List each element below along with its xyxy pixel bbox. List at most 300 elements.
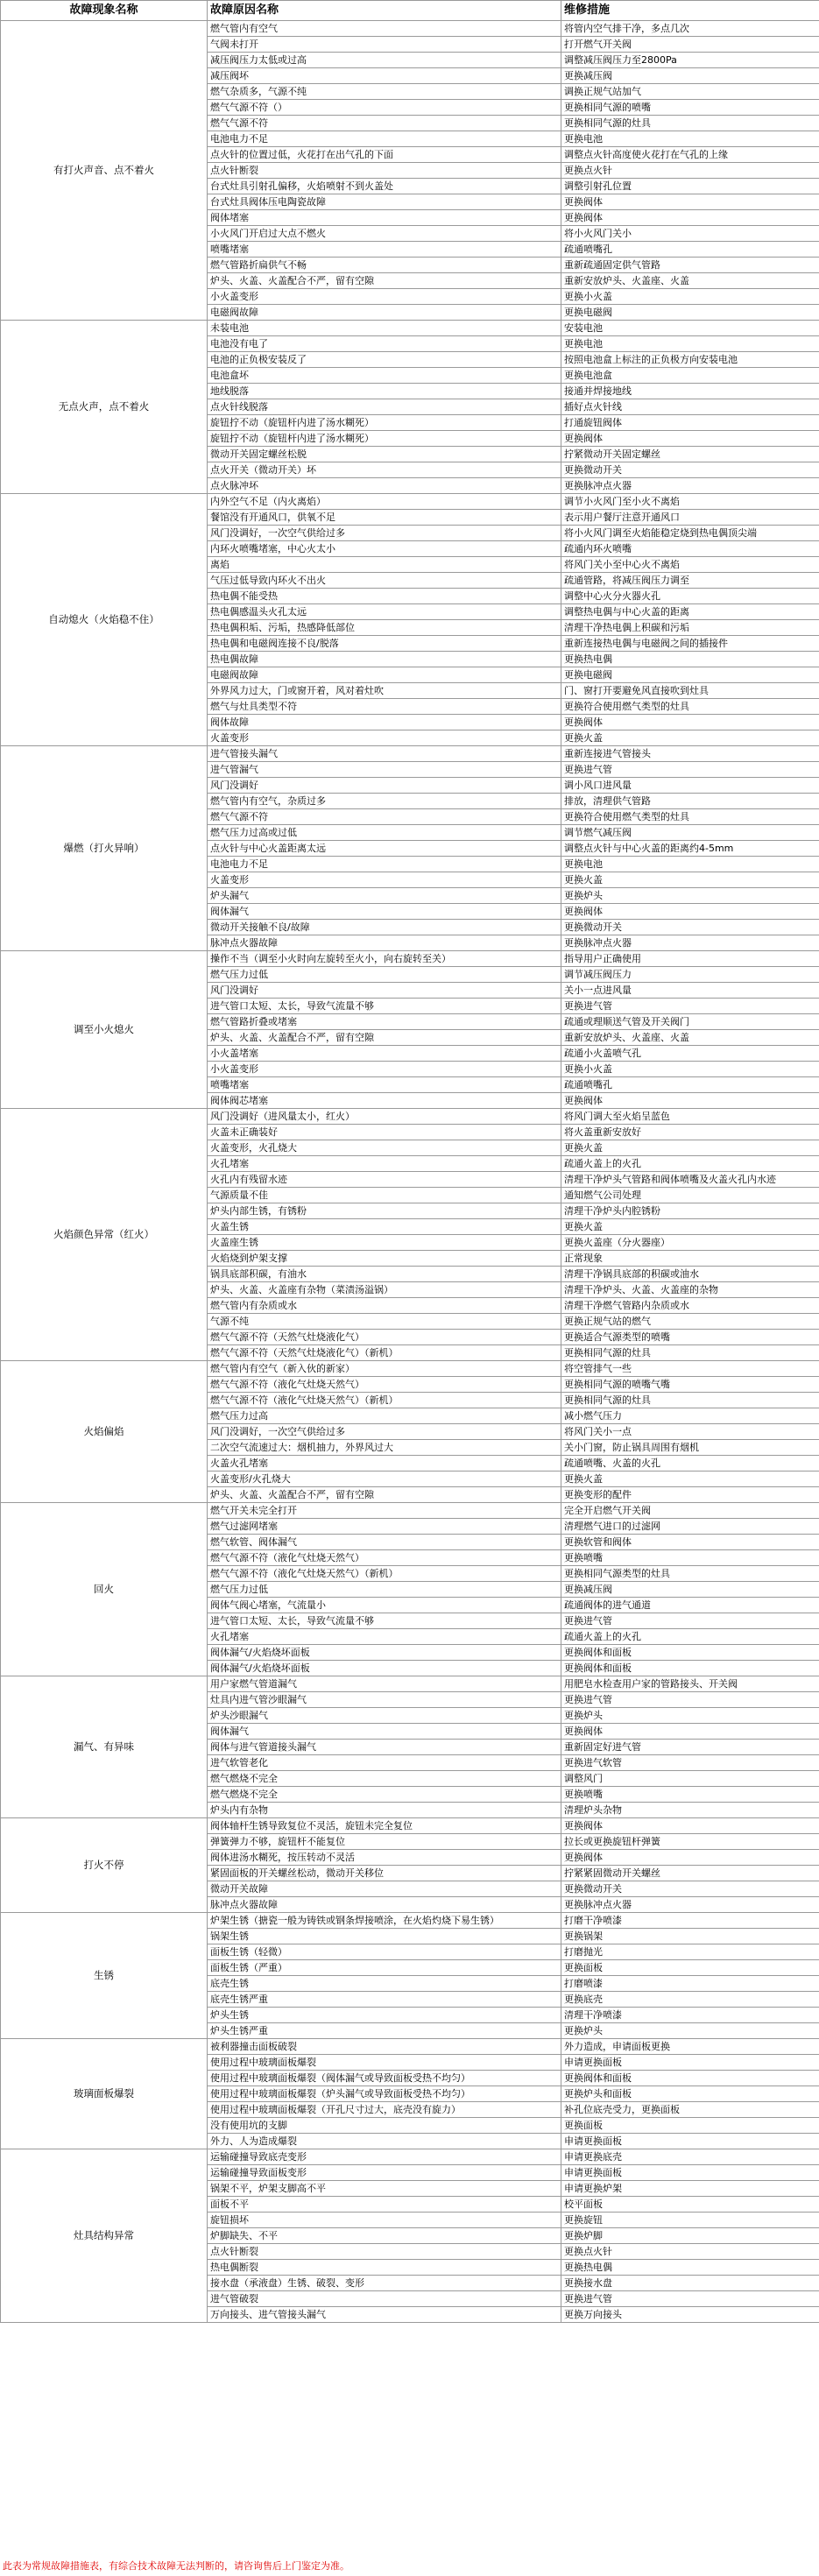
fault-cause-cell: 热电偶断裂 — [208, 2260, 561, 2276]
repair-measure-cell: 更换电池盒 — [561, 368, 819, 384]
repair-measure-cell: 更换底壳 — [561, 1992, 819, 2008]
repair-measure-cell: 更换小火盖 — [561, 1062, 819, 1077]
repair-measure-cell: 重新固定好进气管 — [561, 1740, 819, 1755]
repair-measure-cell: 将小火风门调至火焰能稳定烧到热电偶顶尖端 — [561, 526, 819, 541]
fault-cause-cell: 离焰 — [208, 557, 561, 573]
repair-measure-cell: 更换万向接头 — [561, 2307, 819, 2323]
fault-cause-cell: 火盖座生锈 — [208, 1235, 561, 1251]
fault-cause-cell: 使用过程中玻璃面板爆裂 — [208, 2055, 561, 2071]
fault-cause-cell: 面板生锈（轻微） — [208, 1944, 561, 1960]
repair-measure-cell: 更换电池 — [561, 336, 819, 352]
repair-measure-cell: 更换面板 — [561, 2118, 819, 2134]
fault-cause-cell: 燃气气源不符（液化气灶烧天然气）（新机） — [208, 1393, 561, 1408]
repair-measure-cell: 疏通或理顺送气管及开关阀门 — [561, 1014, 819, 1030]
table-row — [1, 1361, 819, 1377]
footnote: 此表为常规故障措施表，有综合技术故障无法判断的，请咨询售后上门鉴定为准。 — [3, 2560, 349, 2572]
repair-measure-cell: 重新疏通固定供气管路 — [561, 258, 819, 273]
repair-measure-cell: 清理干净炉头气管路和阀体喷嘴及火盖火孔内水迹 — [561, 1172, 819, 1188]
repair-measure-cell: 更换阀体 — [561, 1724, 819, 1740]
repair-measure-cell: 打磨干净喷漆 — [561, 1913, 819, 1929]
fault-symptom-cell: 玻璃面板爆裂 — [1, 2039, 208, 2149]
repair-measure-cell: 将风门调大至火焰呈蓝色 — [561, 1109, 819, 1125]
repair-measure-cell: 更换电池 — [561, 857, 819, 872]
fault-cause-cell: 面板不平 — [208, 2197, 561, 2213]
repair-measure-cell: 打开燃气开关阀 — [561, 37, 819, 53]
repair-measure-cell: 更换炉头 — [561, 888, 819, 904]
fault-cause-cell: 微动开关故障 — [208, 1881, 561, 1897]
repair-measure-cell: 更换小火盖 — [561, 289, 819, 305]
fault-cause-cell: 弹簧弹力不够，旋钮杆不能复位 — [208, 1834, 561, 1850]
fault-cause-cell: 点火针的位置过低，火花打在出气孔的下面 — [208, 147, 561, 163]
fault-cause-cell: 气压过低导致内环火不出火 — [208, 573, 561, 589]
repair-measure-cell: 更换微动开关 — [561, 920, 819, 935]
repair-measure-cell: 通知燃气公司处理 — [561, 1188, 819, 1203]
fault-cause-cell: 锅具底部积碳，有油水 — [208, 1267, 561, 1282]
repair-measure-cell: 按照电池盒上标注的正负极方向安装电池 — [561, 352, 819, 368]
fault-cause-cell: 气阀未打开 — [208, 37, 561, 53]
fault-symptom-cell: 火焰偏焰 — [1, 1361, 208, 1503]
repair-measure-cell: 更换阀体和面板 — [561, 1661, 819, 1676]
table-body — [1, 21, 819, 2323]
repair-measure-cell: 更换脉冲点火器 — [561, 935, 819, 951]
fault-cause-cell: 旋钮损坏 — [208, 2213, 561, 2228]
repair-measure-cell: 更换正规气站的燃气 — [561, 1314, 819, 1330]
fault-cause-cell: 运输碰撞导致面板变形 — [208, 2165, 561, 2181]
fault-cause-cell: 餐馆没有开通风口，供氧不足 — [208, 510, 561, 526]
fault-cause-cell: 火盖变形/火孔烧大 — [208, 1471, 561, 1487]
repair-measure-cell: 用肥皂水检查用户家的管路接头、开关阀 — [561, 1676, 819, 1692]
repair-measure-cell: 调整减压阀压力至2800Pa — [561, 53, 819, 68]
repair-measure-cell: 更换炉头 — [561, 2023, 819, 2039]
repair-measure-cell: 调整风门 — [561, 1771, 819, 1787]
fault-cause-cell: 炉头生锈严重 — [208, 2023, 561, 2039]
fault-cause-cell: 小火风门开启过大点不燃火 — [208, 226, 561, 242]
repair-measure-cell: 更换减压阀 — [561, 1582, 819, 1598]
fault-cause-cell: 燃气气源不符（天然气灶烧液化气） — [208, 1330, 561, 1345]
fault-cause-cell: 燃气压力过高或过低 — [208, 825, 561, 841]
repair-measure-cell: 补孔位底壳受力，更换面板 — [561, 2102, 819, 2118]
fault-cause-cell: 炉头内部生锈，有锈粉 — [208, 1203, 561, 1219]
fault-cause-cell: 风门没调好，一次空气供给过多 — [208, 1424, 561, 1440]
fault-symptom-cell: 无点火声，点不着火 — [1, 321, 208, 494]
repair-measure-cell: 插好点火针线 — [561, 399, 819, 415]
table-row — [1, 2039, 819, 2055]
repair-measure-cell: 更换阀体 — [561, 904, 819, 920]
header-row — [1, 1, 819, 21]
fault-cause-cell: 火盖生锈 — [208, 1219, 561, 1235]
repair-measure-cell: 清理炉头杂物 — [561, 1803, 819, 1818]
repair-measure-cell: 更换进气管 — [561, 762, 819, 778]
repair-measure-cell: 调换正规气站加气 — [561, 84, 819, 100]
table-row — [1, 321, 819, 336]
fault-cause-cell: 电池盒坏 — [208, 368, 561, 384]
repair-measure-cell: 更换阀体 — [561, 1093, 819, 1109]
fault-cause-cell: 点火针断裂 — [208, 2244, 561, 2260]
fault-cause-cell: 二次空气流速过大：烟机抽力，外界风过大 — [208, 1440, 561, 1456]
repair-measure-cell: 调节小火风门至小火不离焰 — [561, 494, 819, 510]
table-row — [1, 21, 819, 37]
fault-cause-cell: 阀体漏气 — [208, 904, 561, 920]
fault-cause-cell: 热电偶积垢、污垢，热感降低部位 — [208, 620, 561, 636]
repair-measure-cell: 更换火盖 — [561, 730, 819, 746]
repair-measure-cell: 将管内空气排干净，多点几次 — [561, 21, 819, 37]
repair-measure-cell: 调整热电偶与中心火盖的距离 — [561, 604, 819, 620]
fault-cause-cell: 灶具内进气管沙眼漏气 — [208, 1692, 561, 1708]
fault-cause-cell: 外力、人为造成爆裂 — [208, 2134, 561, 2149]
fault-cause-cell: 减压阀坏 — [208, 68, 561, 84]
repair-measure-cell: 更换火盖 — [561, 1140, 819, 1156]
table-row — [1, 1913, 819, 1929]
fault-cause-cell: 底壳生锈严重 — [208, 1992, 561, 2008]
fault-cause-cell: 燃气与灶具类型不符 — [208, 699, 561, 715]
fault-cause-cell: 热电偶和电磁阀连接不良/脱落 — [208, 636, 561, 652]
fault-cause-cell: 燃气气源不符 — [208, 116, 561, 131]
repair-measure-cell: 疏通小火盖喷气孔 — [561, 1046, 819, 1062]
fault-cause-cell: 使用过程中玻璃面板爆裂（开孔尺寸过大，底壳没有旋力） — [208, 2102, 561, 2118]
table-row — [1, 1818, 819, 1834]
fault-cause-cell: 电池电力不足 — [208, 131, 561, 147]
repair-measure-cell: 更换进气管 — [561, 2291, 819, 2307]
repair-measure-cell: 指导用户正确使用 — [561, 951, 819, 967]
fault-cause-cell: 使用过程中玻璃面板爆裂（阀体漏气或导致面板受热不均匀） — [208, 2071, 561, 2086]
fault-cause-cell: 没有使用坑的支脚 — [208, 2118, 561, 2134]
fault-cause-cell: 燃气气源不符 — [208, 809, 561, 825]
repair-measure-cell: 拧紧微动开关固定螺丝 — [561, 447, 819, 462]
fault-cause-cell: 点火针断裂 — [208, 163, 561, 179]
repair-measure-cell: 更换进气软管 — [561, 1755, 819, 1771]
fault-cause-cell: 小火盖变形 — [208, 1062, 561, 1077]
fault-cause-cell: 阀体进汤水糊死，按压转动不灵活 — [208, 1850, 561, 1866]
fault-symptom-cell: 爆燃（打火异响） — [1, 746, 208, 951]
repair-measure-cell: 安装电池 — [561, 321, 819, 336]
fault-cause-cell: 喷嘴堵塞 — [208, 1077, 561, 1093]
fault-cause-cell: 减压阀压力太低或过高 — [208, 53, 561, 68]
repair-measure-cell: 重新安放炉头、火盖座、火盖 — [561, 273, 819, 289]
repair-measure-cell: 更换阀体 — [561, 210, 819, 226]
repair-measure-cell: 更换符合使用燃气类型的灶具 — [561, 699, 819, 715]
fault-cause-cell: 火盖变形 — [208, 730, 561, 746]
fault-cause-cell: 阀体堵塞 — [208, 210, 561, 226]
repair-measure-cell: 减小燃气压力 — [561, 1408, 819, 1424]
repair-measure-cell: 更换火盖座（分火器座） — [561, 1235, 819, 1251]
fault-cause-cell: 燃气杂质多，气源不纯 — [208, 84, 561, 100]
fault-cause-cell: 阀体轴杆生锈导致复位不灵活，旋钮未完全复位 — [208, 1818, 561, 1834]
fault-cause-cell: 接水盘（承液盘）生锈、破裂、变形 — [208, 2276, 561, 2291]
fault-cause-cell: 进气管接头漏气 — [208, 746, 561, 762]
repair-measure-cell: 更换点火针 — [561, 163, 819, 179]
repair-measure-cell: 调节减压阀压力 — [561, 967, 819, 983]
fault-cause-cell: 台式灶具阀体压电陶瓷故障 — [208, 194, 561, 210]
fault-cause-cell: 燃气软管、阀体漏气 — [208, 1535, 561, 1550]
fault-cause-cell: 燃气开关未完全打开 — [208, 1503, 561, 1519]
repair-measure-cell: 疏通内环火喷嘴 — [561, 541, 819, 557]
fault-cause-cell: 被利器撞击面板破裂 — [208, 2039, 561, 2055]
repair-measure-cell: 疏通阀体的进气通道 — [561, 1598, 819, 1613]
repair-measure-cell: 清理干净炉头内腔锈粉 — [561, 1203, 819, 1219]
fault-cause-cell: 炉头内有杂物 — [208, 1803, 561, 1818]
repair-measure-cell: 更换喷嘴 — [561, 1787, 819, 1803]
repair-measure-cell: 调整中心火分火器火孔 — [561, 589, 819, 604]
table-row — [1, 2149, 819, 2165]
repair-measure-cell: 更换进气管 — [561, 1692, 819, 1708]
fault-cause-cell: 进气管口太短、太长，导致气流量不够 — [208, 1613, 561, 1629]
repair-measure-cell: 更换火盖 — [561, 1471, 819, 1487]
repair-measure-cell: 更换微动开关 — [561, 1881, 819, 1897]
fault-cause-cell: 微动开关固定螺丝松脱 — [208, 447, 561, 462]
fault-cause-cell: 用户家燃气管道漏气 — [208, 1676, 561, 1692]
fault-cause-cell: 炉头、火盖、火盖配合不严，留有空隙 — [208, 273, 561, 289]
repair-measure-cell: 更换点火针 — [561, 2244, 819, 2260]
repair-measure-cell: 疏通火盖上的火孔 — [561, 1629, 819, 1645]
repair-measure-cell: 调整引射孔位置 — [561, 179, 819, 194]
repair-measure-cell: 更换炉头 — [561, 1708, 819, 1724]
fault-cause-cell: 阀体漏气 — [208, 1724, 561, 1740]
repair-measure-cell: 更换火盖 — [561, 872, 819, 888]
fault-cause-cell: 进气管口太短、太长，导致气流量不够 — [208, 999, 561, 1014]
fault-cause-cell: 阀体漏气/火焰烧坏面板 — [208, 1645, 561, 1661]
repair-measure-cell: 更换进气管 — [561, 999, 819, 1014]
repair-measure-cell: 更换阀体和面板 — [561, 1645, 819, 1661]
repair-measure-cell: 更换适合气源类型的喷嘴 — [561, 1330, 819, 1345]
fault-cause-cell: 火盖变形 — [208, 872, 561, 888]
fault-cause-cell: 炉脚缺失、不平 — [208, 2228, 561, 2244]
repair-measure-cell: 排放，清理供气管路 — [561, 794, 819, 809]
repair-measure-cell: 更换变形的配件 — [561, 1487, 819, 1503]
repair-measure-cell: 调节燃气减压阀 — [561, 825, 819, 841]
fault-cause-cell: 内外空气不足（内火离焰） — [208, 494, 561, 510]
fault-cause-cell: 万向接头、进气管接头漏气 — [208, 2307, 561, 2323]
fault-cause-cell: 电池电力不足 — [208, 857, 561, 872]
fault-cause-cell: 燃气管路折叠或堵塞 — [208, 1014, 561, 1030]
fault-cause-cell: 炉头沙眼漏气 — [208, 1708, 561, 1724]
repair-measure-cell: 调整点火针与中心火盖的距离约4-5mm — [561, 841, 819, 857]
fault-cause-cell: 锅架生锈 — [208, 1929, 561, 1944]
fault-cause-cell: 风门没调好 — [208, 983, 561, 999]
fault-cause-cell: 风门没调好 — [208, 778, 561, 794]
fault-cause-cell: 火盖变形，火孔烧大 — [208, 1140, 561, 1156]
repair-measure-cell: 关小一点进风量 — [561, 983, 819, 999]
fault-cause-cell: 燃气压力过低 — [208, 967, 561, 983]
fault-cause-cell: 燃气燃烧不完全 — [208, 1771, 561, 1787]
fault-cause-cell: 热电偶感温头火孔太远 — [208, 604, 561, 620]
repair-measure-cell: 疏通管路，将减压阀压力调至 — [561, 573, 819, 589]
repair-measure-cell: 更换相同气源的喷嘴 — [561, 100, 819, 116]
fault-cause-cell: 点火开关（微动开关）坏 — [208, 462, 561, 478]
repair-measure-cell: 更换面板 — [561, 1960, 819, 1976]
repair-measure-cell: 清理干净炉头、火盖、火盖座的杂物 — [561, 1282, 819, 1298]
fault-cause-cell: 小火盖堵塞 — [208, 1046, 561, 1062]
fault-cause-cell: 操作不当（调至小火时向左旋转至火小，向右旋转至关） — [208, 951, 561, 967]
table-row — [1, 494, 819, 510]
repair-measure-cell: 将小火风门关小 — [561, 226, 819, 242]
fault-symptom-cell: 火焰颜色异常（红火） — [1, 1109, 208, 1361]
repair-measure-cell: 更换阀体 — [561, 1818, 819, 1834]
fault-cause-cell: 炉头生锈 — [208, 2008, 561, 2023]
fault-cause-cell: 炉头、火盖、火盖座有杂物（菜渍汤溢锅） — [208, 1282, 561, 1298]
fault-cause-cell: 阀体阀芯堵塞 — [208, 1093, 561, 1109]
fault-cause-cell: 炉头、火盖、火盖配合不严，留有空隙 — [208, 1487, 561, 1503]
repair-measure-cell: 更换喷嘴 — [561, 1550, 819, 1566]
fault-cause-cell: 喷嘴堵塞 — [208, 242, 561, 258]
repair-measure-cell: 更换电磁阀 — [561, 667, 819, 683]
fault-cause-cell: 燃气过滤网堵塞 — [208, 1519, 561, 1535]
fault-cause-cell: 燃气管内有空气（新入伙的新家） — [208, 1361, 561, 1377]
fault-cause-cell: 使用过程中玻璃面板爆裂（炉头漏气或导致面板受热不均匀） — [208, 2086, 561, 2102]
repair-measure-cell: 接通并焊接地线 — [561, 384, 819, 399]
repair-measure-cell: 更换阀体 — [561, 194, 819, 210]
fault-cause-cell: 微动开关接触不良/故障 — [208, 920, 561, 935]
repair-measure-cell: 拧紧紧固微动开关螺丝 — [561, 1866, 819, 1881]
repair-measure-cell: 重新连接进气管接头 — [561, 746, 819, 762]
table-row — [1, 1676, 819, 1692]
fault-cause-cell: 火孔堵塞 — [208, 1156, 561, 1172]
fault-cause-cell: 燃气管内有空气 — [208, 21, 561, 37]
repair-measure-cell: 重新安放炉头、火盖座、火盖 — [561, 1030, 819, 1046]
fault-cause-cell: 电池的正负极安装反了 — [208, 352, 561, 368]
fault-cause-cell: 燃气气源不符（液化气灶烧天然气）（新机） — [208, 1566, 561, 1582]
repair-measure-cell: 更换电磁阀 — [561, 305, 819, 321]
repair-measure-cell: 更换进气管 — [561, 1613, 819, 1629]
fault-cause-cell: 燃气气源不符（液化气灶烧天然气） — [208, 1377, 561, 1393]
table-row — [1, 951, 819, 967]
fault-cause-cell: 阀体气阀心堵塞，气流量小 — [208, 1598, 561, 1613]
repair-measure-cell: 关小门窗，防止锅具周围有烟机 — [561, 1440, 819, 1456]
repair-measure-cell: 疏通火盖上的火孔 — [561, 1156, 819, 1172]
fault-cause-cell: 旋钮拧不动（旋钮杆内进了汤水糊死） — [208, 415, 561, 431]
repair-measure-cell: 更换阀体 — [561, 715, 819, 730]
repair-measure-cell: 申请更换底壳 — [561, 2149, 819, 2165]
repair-measure-cell: 更换热电偶 — [561, 652, 819, 667]
fault-symptom-cell: 回火 — [1, 1503, 208, 1676]
fault-symptom-cell: 灶具结构异常 — [1, 2149, 208, 2323]
repair-measure-cell: 申请更换面板 — [561, 2165, 819, 2181]
repair-measure-cell: 表示用户餐厅注意开通风口 — [561, 510, 819, 526]
header-repair-measure: 维修措施 — [561, 1, 819, 21]
fault-cause-cell: 底壳生锈 — [208, 1976, 561, 1992]
repair-measure-cell: 更换相同气源类型的灶具 — [561, 1566, 819, 1582]
repair-measure-cell: 更换电池 — [561, 131, 819, 147]
fault-cause-cell: 点火针与中心火盖距离太远 — [208, 841, 561, 857]
fault-cause-cell: 燃气压力过高 — [208, 1408, 561, 1424]
repair-measure-cell: 清理干净喷漆 — [561, 2008, 819, 2023]
repair-measure-cell: 更换脉冲点火器 — [561, 1897, 819, 1913]
repair-measure-cell: 完全开启燃气开关阀 — [561, 1503, 819, 1519]
repair-measure-cell: 将空管排气一些 — [561, 1361, 819, 1377]
repair-measure-cell: 更换相同气源的灶具 — [561, 1393, 819, 1408]
repair-measure-cell: 重新连接热电偶与电磁阀之间的插接件 — [561, 636, 819, 652]
repair-measure-cell: 更换接水盘 — [561, 2276, 819, 2291]
fault-cause-cell: 阀体故障 — [208, 715, 561, 730]
fault-cause-cell: 小火盖变形 — [208, 289, 561, 305]
fault-cause-cell: 阀体与进气管道接头漏气 — [208, 1740, 561, 1755]
repair-measure-cell: 更换阀体 — [561, 1850, 819, 1866]
repair-measure-cell: 正常现象 — [561, 1251, 819, 1267]
repair-measure-cell: 打通旋钮阀体 — [561, 415, 819, 431]
fault-cause-cell: 阀体漏气/火焰烧坏面板 — [208, 1661, 561, 1676]
fault-cause-cell: 气源质量不佳 — [208, 1188, 561, 1203]
fault-cause-cell: 紧固面板的开关螺丝松动，微动开关移位 — [208, 1866, 561, 1881]
fault-cause-cell: 热电偶不能受热 — [208, 589, 561, 604]
repair-measure-cell: 更换微动开关 — [561, 462, 819, 478]
fault-cause-cell: 燃气压力过低 — [208, 1582, 561, 1598]
repair-measure-cell: 更换符合使用燃气类型的灶具 — [561, 809, 819, 825]
repair-measure-cell: 更换减压阀 — [561, 68, 819, 84]
fault-cause-cell: 旋钮拧不动（旋钮杆内进了汤水糊死） — [208, 431, 561, 447]
fault-cause-cell: 进气管漏气 — [208, 762, 561, 778]
fault-cause-cell: 火孔堵塞 — [208, 1629, 561, 1645]
fault-symptom-cell: 漏气、有异味 — [1, 1676, 208, 1818]
fault-symptom-cell: 调至小火熄火 — [1, 951, 208, 1109]
fault-cause-cell: 进气软管老化 — [208, 1755, 561, 1771]
fault-cause-cell: 燃气管内有空气，杂质过多 — [208, 794, 561, 809]
repair-measure-cell: 更换炉脚 — [561, 2228, 819, 2244]
fault-cause-cell: 进气管破裂 — [208, 2291, 561, 2307]
repair-measure-cell: 更换旋钮 — [561, 2213, 819, 2228]
fault-cause-cell: 台式灶具引射孔偏移，火焰喷射不到火盖处 — [208, 179, 561, 194]
repair-measure-cell: 更换热电偶 — [561, 2260, 819, 2276]
repair-measure-cell: 申请更换炉架 — [561, 2181, 819, 2197]
fault-cause-cell: 运输碰撞导致底壳变形 — [208, 2149, 561, 2165]
fault-cause-cell: 燃气气源不符（液化气灶烧天然气） — [208, 1550, 561, 1566]
fault-cause-cell: 炉架生锈（搪瓷一般为铸铁或钢条焊接喷涂，在火焰灼烧下易生锈） — [208, 1913, 561, 1929]
fault-cause-cell: 脉冲点火器故障 — [208, 935, 561, 951]
repair-measure-cell: 更换阀体 — [561, 431, 819, 447]
fault-cause-cell: 未装电池 — [208, 321, 561, 336]
repair-measure-cell: 更换相同气源的灶具 — [561, 116, 819, 131]
repair-measure-cell: 校平面板 — [561, 2197, 819, 2213]
fault-cause-cell: 地线脱落 — [208, 384, 561, 399]
repair-measure-cell: 疏通喷嘴孔 — [561, 242, 819, 258]
repair-measure-cell: 门、窗打开要避免风直接吹到灶具 — [561, 683, 819, 699]
repair-measure-cell: 调整点火针高度使火花打在气孔的上缘 — [561, 147, 819, 163]
fault-cause-cell: 内环火喷嘴堵塞，中心火太小 — [208, 541, 561, 557]
fault-cause-cell: 热电偶故障 — [208, 652, 561, 667]
fault-symptom-cell: 自动熄火（火焰稳不住） — [1, 494, 208, 746]
fault-cause-cell: 电磁阀故障 — [208, 667, 561, 683]
repair-measure-cell: 更换阀体和面板 — [561, 2071, 819, 2086]
repair-measure-cell: 清理干净燃气管路内杂质或水 — [561, 1298, 819, 1314]
fault-symptom-cell: 生锈 — [1, 1913, 208, 2039]
repair-measure-cell: 申请更换面板 — [561, 2055, 819, 2071]
fault-cause-cell: 外界风力过大，门或窗开着，风对着灶吹 — [208, 683, 561, 699]
fault-cause-cell: 火盖火孔堵塞 — [208, 1456, 561, 1471]
repair-measure-cell: 更换相同气源的喷嘴气嘴 — [561, 1377, 819, 1393]
repair-measure-cell: 更换锅架 — [561, 1929, 819, 1944]
repair-measure-cell: 更换软管和阀体 — [561, 1535, 819, 1550]
repair-measure-cell: 清理燃气进口的过滤网 — [561, 1519, 819, 1535]
repair-measure-cell: 疏通喷嘴孔 — [561, 1077, 819, 1093]
fault-cause-cell: 燃气燃烧不完全 — [208, 1787, 561, 1803]
fault-cause-cell: 面板生锈（严重） — [208, 1960, 561, 1976]
fault-cause-cell: 锅架不平，炉架支脚高不平 — [208, 2181, 561, 2197]
repair-measure-cell: 疏通喷嘴、火盖的火孔 — [561, 1456, 819, 1471]
fault-cause-cell: 炉头漏气 — [208, 888, 561, 904]
repair-measure-cell: 将风门关小至中心火不离焰 — [561, 557, 819, 573]
repair-measure-cell: 打磨抛光 — [561, 1944, 819, 1960]
fault-cause-cell: 火焰烧到炉架支撑 — [208, 1251, 561, 1267]
fault-cause-cell: 燃气气源不符（天然气灶烧液化气）（新机） — [208, 1345, 561, 1361]
table-row — [1, 1503, 819, 1519]
repair-measure-cell: 更换相同气源的灶具 — [561, 1345, 819, 1361]
fault-cause-cell: 火孔内有残留水迹 — [208, 1172, 561, 1188]
repair-measure-cell: 更换炉头和面板 — [561, 2086, 819, 2102]
repair-measure-cell: 清理干净锅具底部的积碳或油水 — [561, 1267, 819, 1282]
repair-measure-cell: 调小风口进风量 — [561, 778, 819, 794]
repair-measure-cell: 外力造成，申请面板更换 — [561, 2039, 819, 2055]
header-fault-cause: 故障原因名称 — [208, 1, 561, 21]
fault-symptom-cell: 打火不停 — [1, 1818, 208, 1913]
fault-cause-cell: 燃气气源不符（） — [208, 100, 561, 116]
